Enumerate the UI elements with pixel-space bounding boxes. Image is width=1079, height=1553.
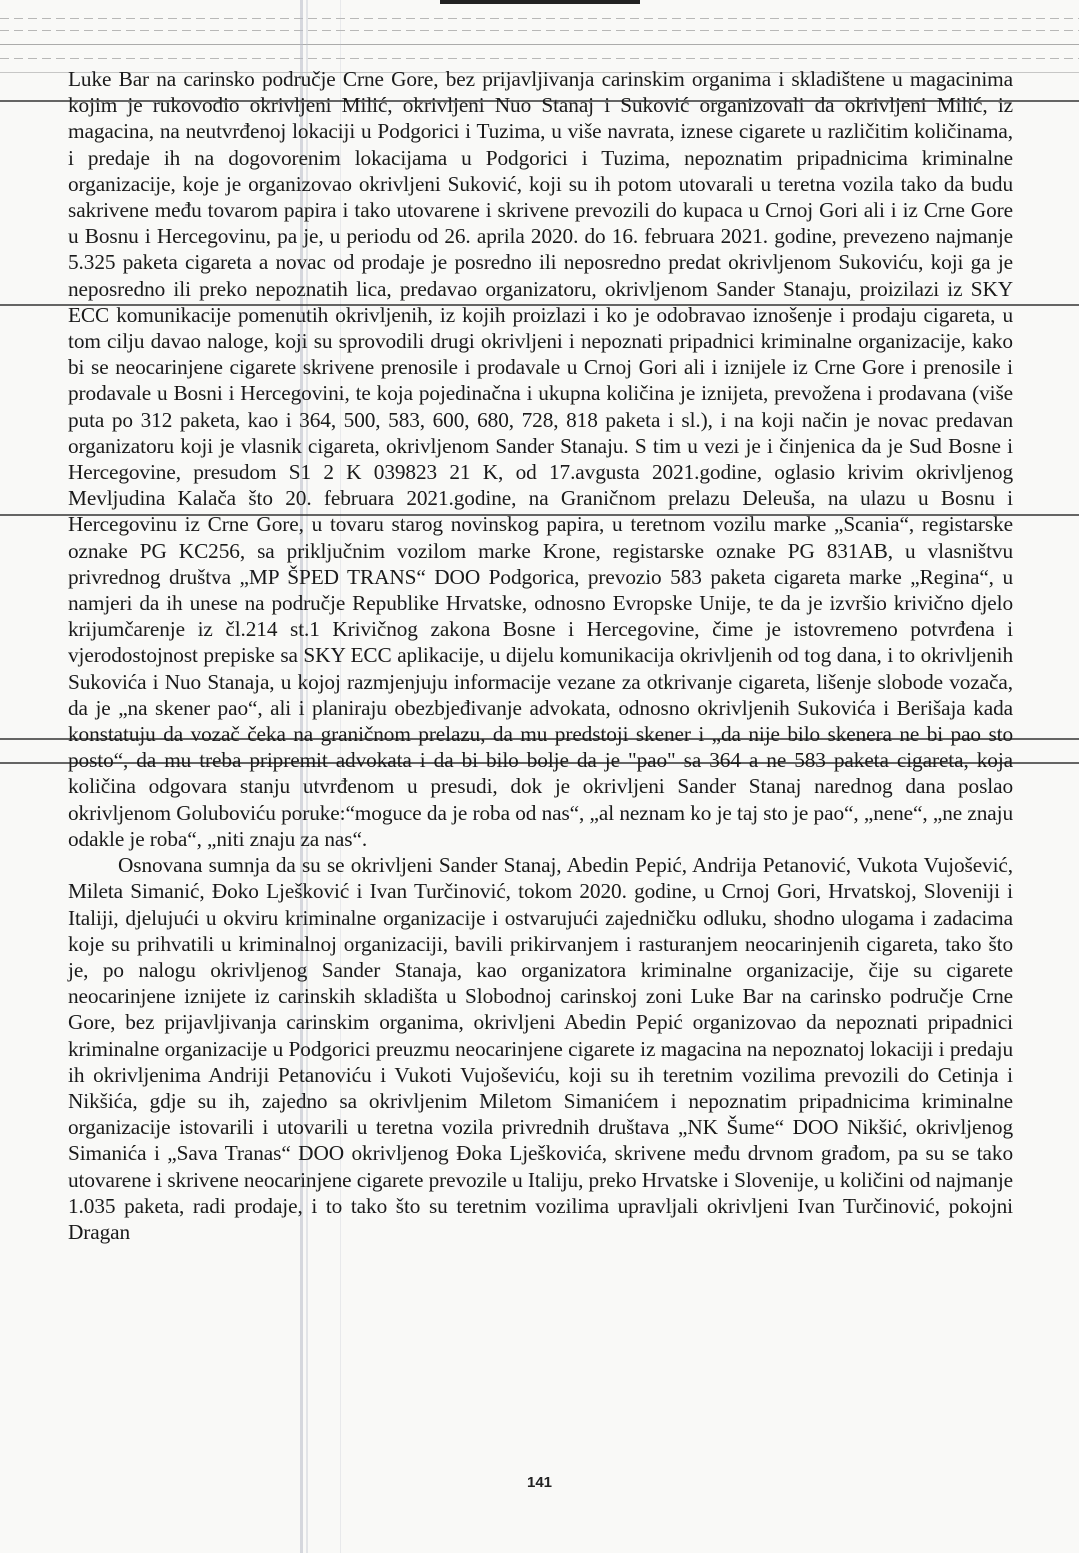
scan-artifact-line [0,58,1079,59]
paragraph: Osnovana sumnja da su se okrivljeni Sander Stanaj, Abedin Pepić, Andrija Petanović, Vukota Vujošević, Mileta Simanić, Đoko Lješković i Ivan Turčinović, tokom 2020. godine, u Crnoj Gori, Hrvatskoj, Sloveniji i Italiji, djelujući u okviru kriminalne organizacije i ostvarujući zajedničku odluku, shodno ulogama i zadacima koje su prihvatili u kriminalnoj organizaciji, bavili prikirvanjem i rasturanjem neocarinjenih cigareta, tako što je, po nalogu okrivljenog Sander Stanaja, kao organizatora kriminalne organizacije, čije su cigarete neocarinjene iznijete iz carinskih skladišta u Slobodnoj carinskoj zoni Luke Bar na carinsko područje Crne Gore, bez prijavljivanja carinskim organima, okrivljeni Abedin Pepić organizovao da nepoznati pripadnici kriminalne organizacije u Podgorici preuzmu neocarinjene cigarete iz magacina na nepoznatoj lokaciji i predaju ih okrivljenima Andriji Petanoviću i Vukoti Vujoševiću, koji su ih teretnim vozilima prevozili do Cetinja i Nikšića, gdje su ih, zajedno sa okrivljenim Miletom Simanićem i nepoznatim pripadnicima kriminalne organizacije istovarili i utovarili u teretna vozila privrednih društava „NK Šume“ DOO Nikšić, okrivljenog Simanića i „Sava Tranas“ DOO okrivljenog Đoka Lješkovića, skrivene među drvnom građom, pa su se tako utovarene i skrivene neocarinjene cigarete prevozile u Italiju, preko Hrvatske i Slovenije, u količini od najmanje 1.035 paketa, radi prodaje, i to tako što su teretnim vozilima upravljali okrivljeni Ivan Turčinović, pokojni Dragan [68,853,1013,1244]
scan-artifact-line [0,44,1079,45]
scan-edge-mark [440,0,640,4]
document-body [68,66,1013,1245]
scan-artifact-line [0,18,1079,19]
scan-artifact-line [0,30,1079,31]
page-number: 141 [526,1474,553,1491]
paragraph: Luke Bar na carinsko područje Crne Gore, bez prijavljivanja carinskim organima i skladištene u magacinima kojim je rukovodio okrivljeni Milić, okrivljeni Nuo Stanaj i Suković organizovali da okrivljeni Milić, iz magacina, na neutvrđenoj lokaciji u Podgorici i Tuzima, u više navrata, iznese cigarete u različitim količinama, i predaje ih na dogovorenim lokacijama u Podgorici i Tuzima, nepoznatim pripadnicima kriminalne organizacije, koje je organizovao okrivljeni Suković, koji su ih potom utovarali u teretna vozila tako da budu sakrivene među tovarom papira i tako utovarene i skrivene prevozili do kupaca u Crnoj Gori ali i iz Crne Gore u Bosnu i Hercegovinu, pa je, u periodu od 26. aprila 2020. do 16. februara 2021. godine, prevezeno najmanje 5.325 paketa cigareta a novac od prodaje je posredno ili neposredno predat okrivljenom Sukoviću, koji ga je neposredno ili preko nepoznatih lica, predavao organizatoru, okrivljenom Sander Stanaju, proizilazi iz SKY ECC komunikacije pomenutih okrivljenih, iz kojih proizlazi i ko je odobravao iznošenje i prodaju cigareta, u tom cilju davao naloge, koji su sprovodili drugi okrivljeni i nepoznati pripadnici kriminalne organizacije, kako bi se neocarinjene cigarete skrivene prenosile i prodavale u Crnoj Gori ali i iznijele iz Crne Gore i prenosile i prodavale u Bosni i Hercegovini, te koja pojedinačna i ukupna količina je iznijeta, prevožena i prodavana (više puta po 312 paketa, kao i 364, 500, 583, 600, 680, 728, 818 paketa i sl.), i na koji način je novac predavan organizatoru koji je vlasnik cigareta, okrivljenom Sander Stanaju. S tim u vezi je i činjenica da je Sud Bosne i Hercegovine, presudom S1 2 K 039823 21 K, od 17.avgusta 2021.godine, oglasio krivim okrivljenog Mevljudina Kalača što 20. februara 2021.godine, na Graničnom prelazu Deleuša, na ulazu u Bosnu i Hercegovinu iz Crne Gore, u tovaru starog novinskog papira, u teretnom vozilu marke „Scania“, registarske oznake PG KC256, sa priključnim vozilom marke Krone, registarske oznake PG 831AB, u vlasništvu privrednog društva „MP ŠPED TRANS“ DOO Podgorica, prevozio 583 paketa cigareta marke „Regina“, u namjeri da ih unese na područje Republike Hrvatske, odnosno Evropske Unije, te da je izvršio krivično djelo krijumčarenje iz čl.214 st.1 Krivičnog zakona Bosne i Hercegovine, čime je istovremeno potvrđena i vjerodostojnost prepiske sa SKY ECC aplikacije, u dijelu komunikacija okrivljenih od tog dana, i to okrivljenih Sukovića i Nuo Stanaja, u kojoj razmjenjuju informacije vezane za otkrivanje cigareta, lišenje slobode vozača, da je „na skener pao“, ali i planiraju obezbjeđivanje advokata, odnosno okrivljenih Sukovića i Berišaja kada konstatuju da vozač čeka na graničnom prelazu, da mu predstoji skener i „da nije bilo skenera ne bi pao sto posto“, da mu treba pripremit advokata i da bi bilo bolje da je "pao" sa 364 a ne 583 paketa cigareta, koja količina odgovara stanju utvrđenom u presudi, dok je okrivljeni Sander Stanaj narednog dana poslao okrivljenom Goluboviću poruke:“moguce da je roba od nas“, „al neznam ko je taj sto je pao“, „nene“, „ne znaju odakle je roba“, „niti znaju za nas“. [68,67,1013,851]
